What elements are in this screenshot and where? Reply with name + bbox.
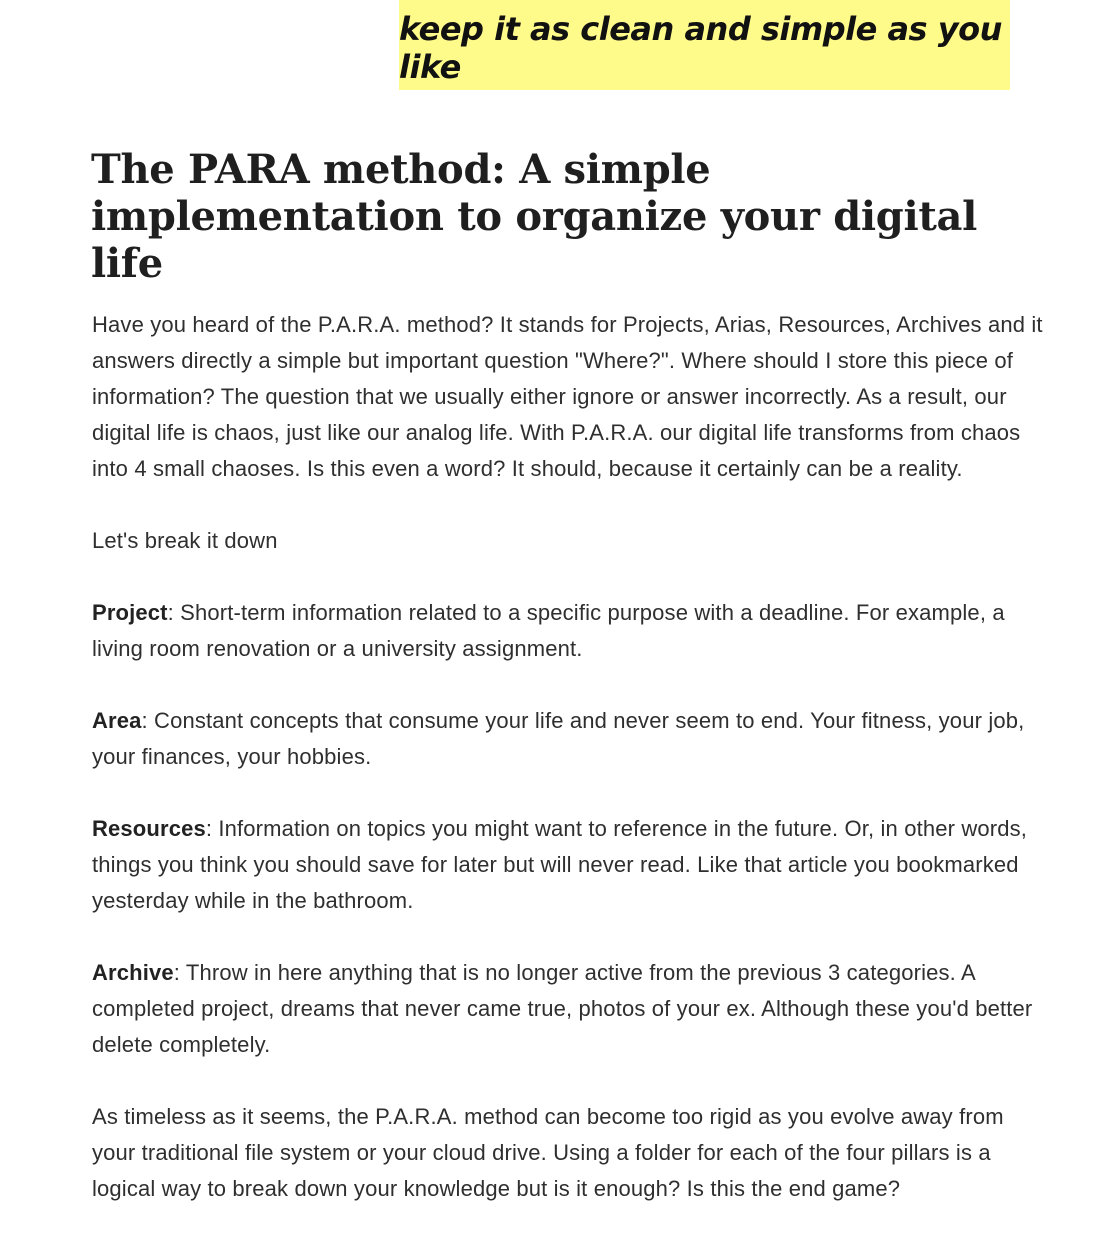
definition-area	[92, 703, 1052, 775]
banner-text: keep it as clean and simple as you like	[399, 10, 1002, 86]
definition-term: Project	[92, 600, 168, 625]
definition-project	[92, 595, 1052, 667]
definition-text: : Constant concepts that consume your life and never seem to end. Your fitness, your job, your finances, your hobbies.	[92, 708, 1025, 769]
definition-term: Archive	[92, 960, 174, 985]
intro-paragraph: Have you heard of the P.A.R.A. method? It stands for Projects, Arias, Resources, Archives and it answers directly a simple but important question "Where?". Where should I store this piece of information? The question that we usually either ignore or answer incorrectly. As a result, our digital life is chaos, just like our analog life. With P.A.R.A. our digital life transforms from chaos into 4 small chaoses. Is this even a word? It should, because it certainly can be a reality.	[92, 312, 1043, 481]
definition-text: : Information on topics you might want to reference in the future. Or, in other words, things you think you should save for later but will never read. Like that article you bookmarked yesterday while in the bathroom.	[92, 816, 1028, 913]
definition-term: Resources	[92, 816, 206, 841]
breakdown-lead: Let's break it down	[92, 528, 278, 553]
definition-resources	[92, 811, 1052, 919]
banner	[399, 0, 1010, 90]
definition-term: Area	[92, 708, 142, 733]
definition-archive	[92, 955, 1052, 1063]
closing-paragraph: As timeless as it seems, the P.A.R.A. method can become too rigid as you evolve away from your traditional file system or your cloud drive. Using a folder for each of the four pillars is a logical way to break down your knowledge but is it enough? Is this the end game?	[92, 1104, 1004, 1201]
definition-text: : Short-term information related to a specific purpose with a deadline. For example, a living room renovation or a university assignment.	[92, 600, 1005, 661]
article-body	[92, 307, 1052, 1243]
definition-text: : Throw in here anything that is no longer active from the previous 3 categories. A completed project, dreams that never came true, photos of your ex. Although these you'd better delete completely.	[92, 960, 1033, 1057]
article-title: The PARA method: A simple implementation to organize your digital life	[91, 146, 978, 287]
